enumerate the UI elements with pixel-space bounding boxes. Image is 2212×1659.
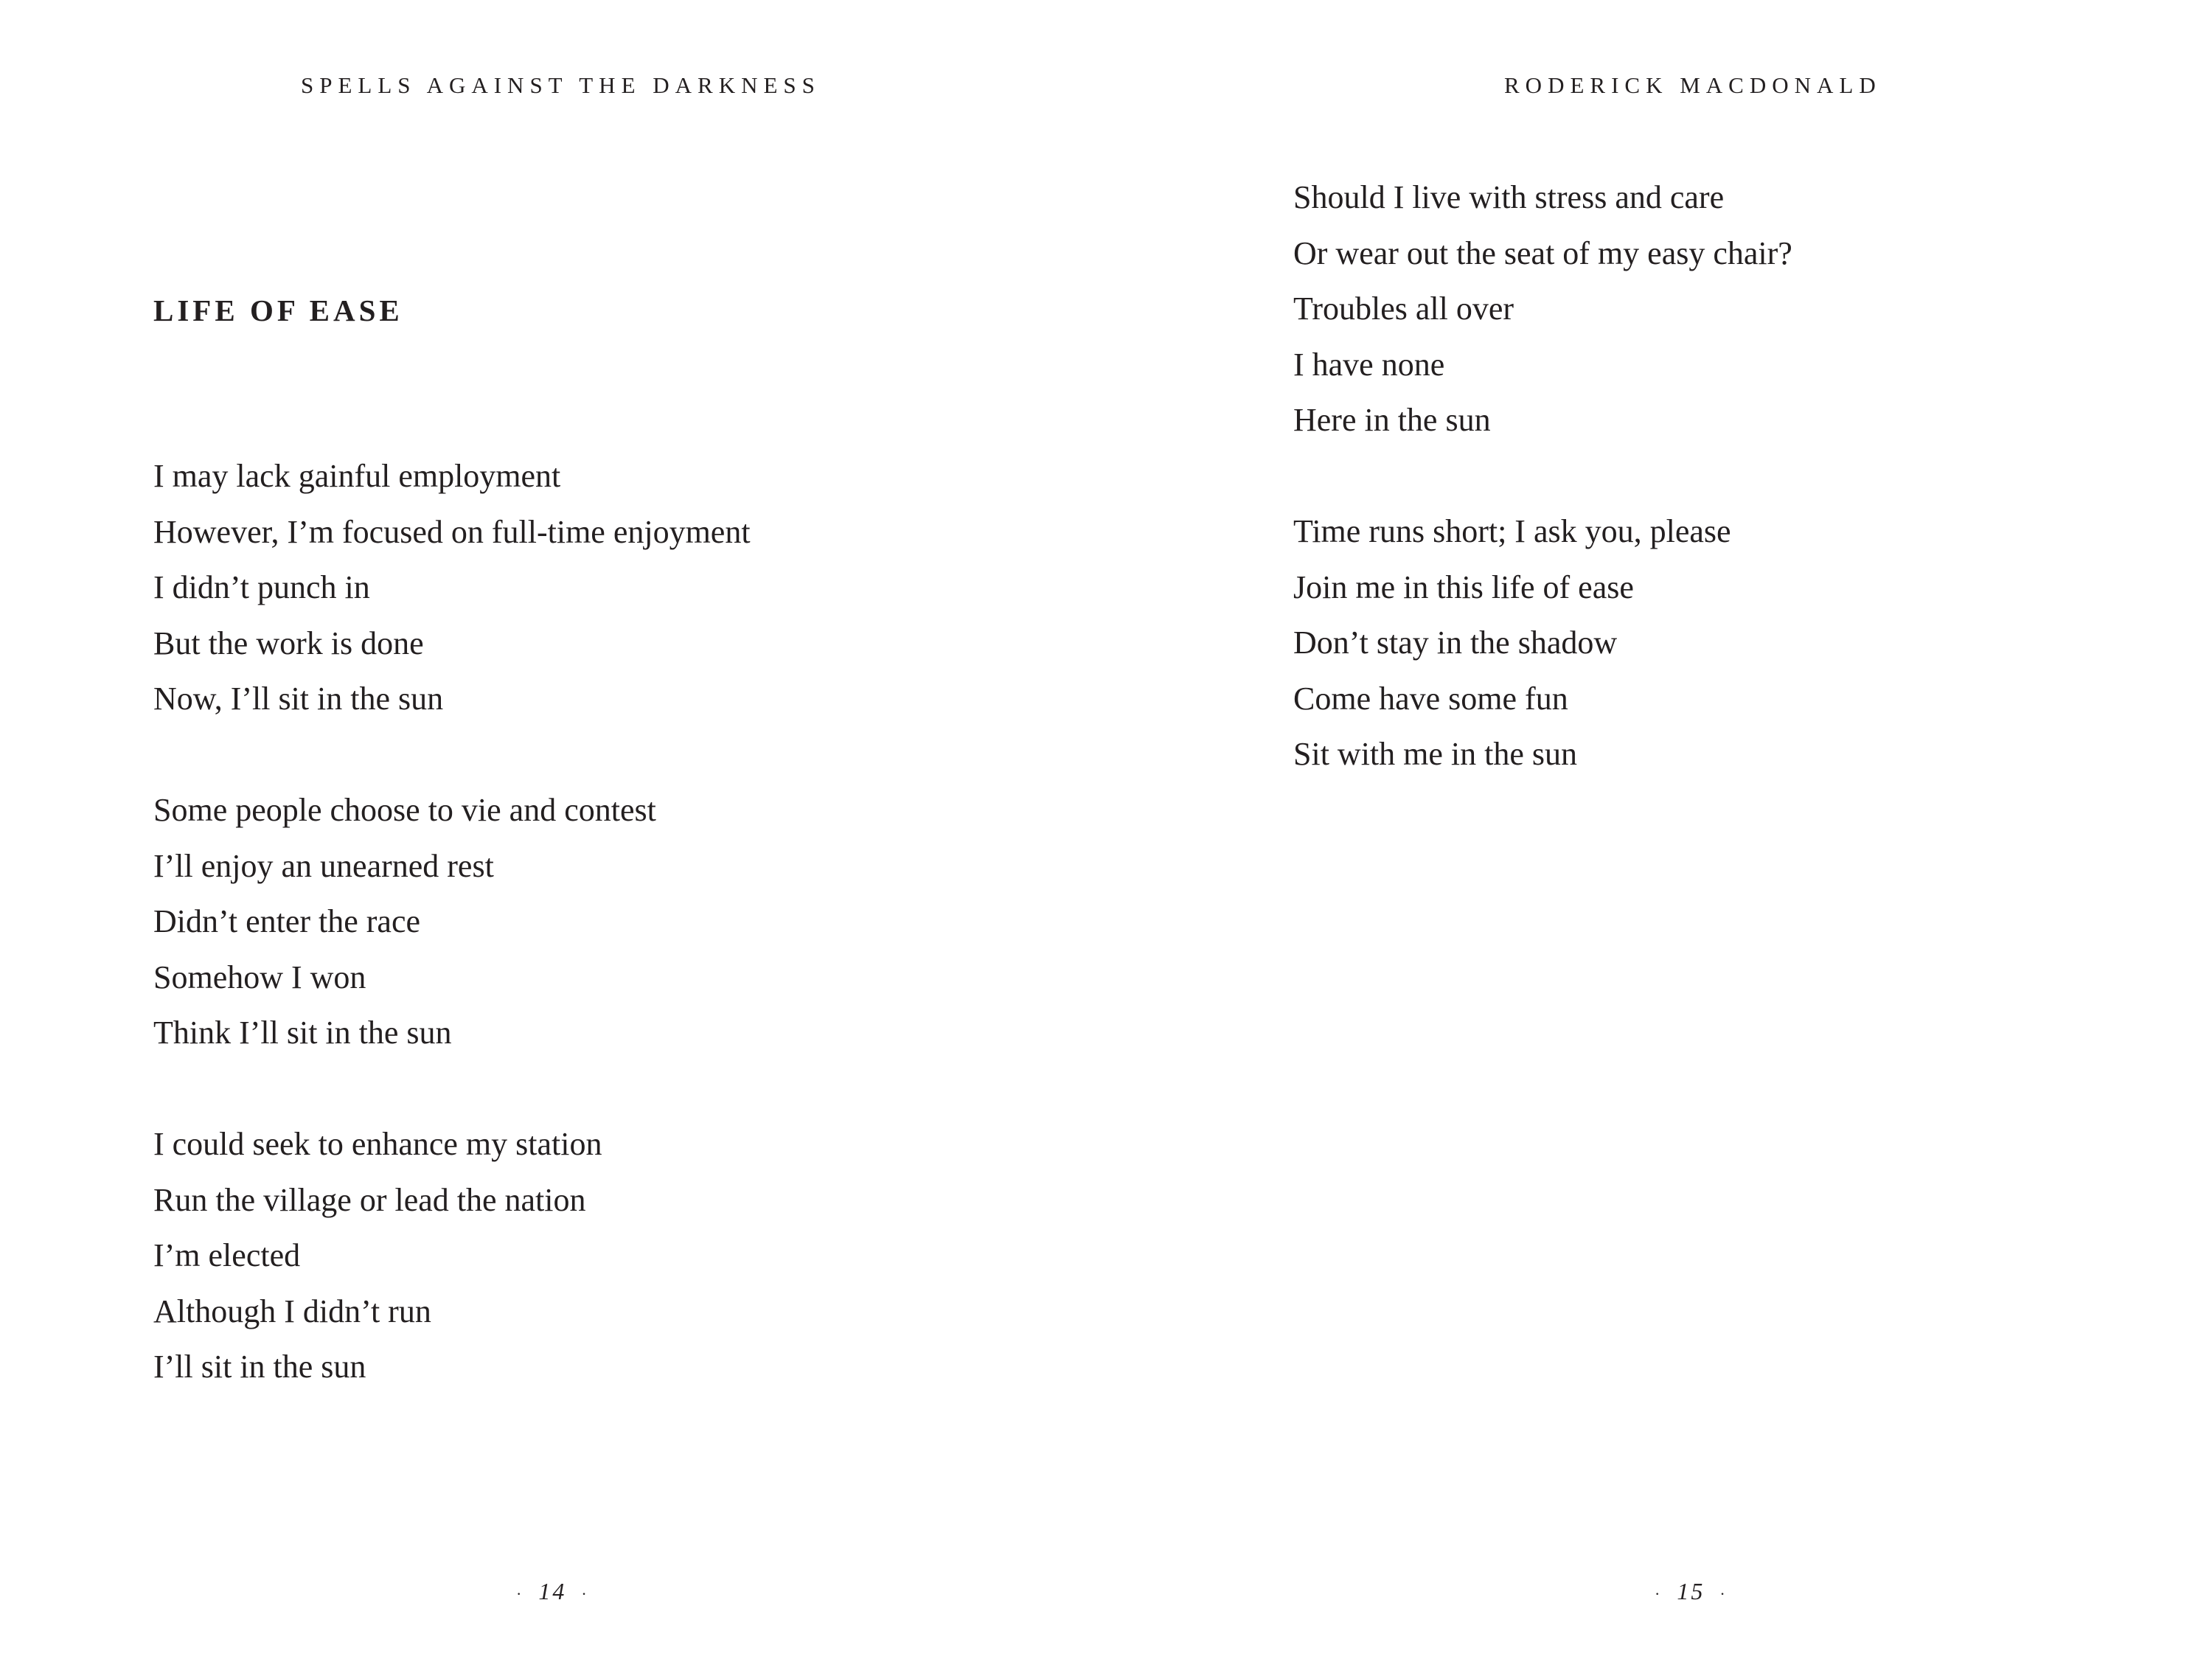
poem-body-right <box>1293 170 1792 782</box>
folio-ornament: · <box>1655 1584 1663 1603</box>
page-number-left <box>501 1576 604 1609</box>
poem-line: Troubles all over <box>1293 291 1514 327</box>
running-head-book-title: SPELLS AGAINST THE DARKNESS <box>301 72 821 98</box>
poem-line: I’ll enjoy an unearned rest <box>153 847 494 884</box>
folio-ornament: · <box>581 1584 589 1603</box>
poem-line: Run the village or lead the nation <box>153 1181 586 1218</box>
poem-title: LIFE OF EASE <box>153 293 403 327</box>
stanza-1 <box>153 448 751 727</box>
poem-line: Sit with me in the sun <box>1293 736 1577 772</box>
poem-line: Now, I’ll sit in the sun <box>153 681 444 717</box>
poem-line: Somehow I won <box>153 959 366 995</box>
poem-line: Time runs short; I ask you, please <box>1293 513 1731 549</box>
page-number: 14 <box>538 1578 567 1604</box>
poem-line: Join me in this life of ease <box>1293 568 1634 605</box>
poem-line: Here in the sun <box>1293 402 1491 438</box>
poem-line: I didn’t punch in <box>153 569 370 605</box>
poem-line: Think I’ll sit in the sun <box>153 1015 452 1051</box>
folio-ornament: · <box>516 1584 524 1603</box>
poem-line: But the work is done <box>153 625 424 661</box>
folio-ornament: · <box>1719 1584 1728 1603</box>
stanza-2 <box>153 782 751 1061</box>
poem-line: I’ll sit in the sun <box>153 1349 366 1385</box>
stanza-4 <box>1293 170 1792 448</box>
poem-line: Or wear out the seat of my easy chair? <box>1293 234 1792 271</box>
poem-line: I have none <box>1293 346 1445 383</box>
poem-line: Should I live with stress and care <box>1293 179 1725 215</box>
right-page <box>1106 0 2212 1659</box>
page-number: 15 <box>1677 1578 1705 1604</box>
page-number-right <box>1640 1576 1742 1609</box>
stanza-3 <box>153 1116 751 1395</box>
poem-line: I may lack gainful employment <box>153 458 561 494</box>
stanza-5 <box>1293 504 1792 782</box>
poem-line: I’m elected <box>153 1237 301 1273</box>
poem-line: I could seek to enhance my station <box>153 1126 602 1162</box>
poem-line: Didn’t enter the race <box>153 903 421 939</box>
poem-line: Don’t stay in the shadow <box>1293 625 1618 661</box>
poem-line: However, I’m focused on full-time enjoyment <box>153 513 751 550</box>
poem-line: Come have some fun <box>1293 680 1568 717</box>
running-head-author: RODERICK MACDONALD <box>1504 72 1882 98</box>
poem-line: Some people choose to vie and contest <box>153 792 656 828</box>
poem-line: Although I didn’t run <box>153 1293 431 1329</box>
poem-body-left <box>153 448 751 1395</box>
